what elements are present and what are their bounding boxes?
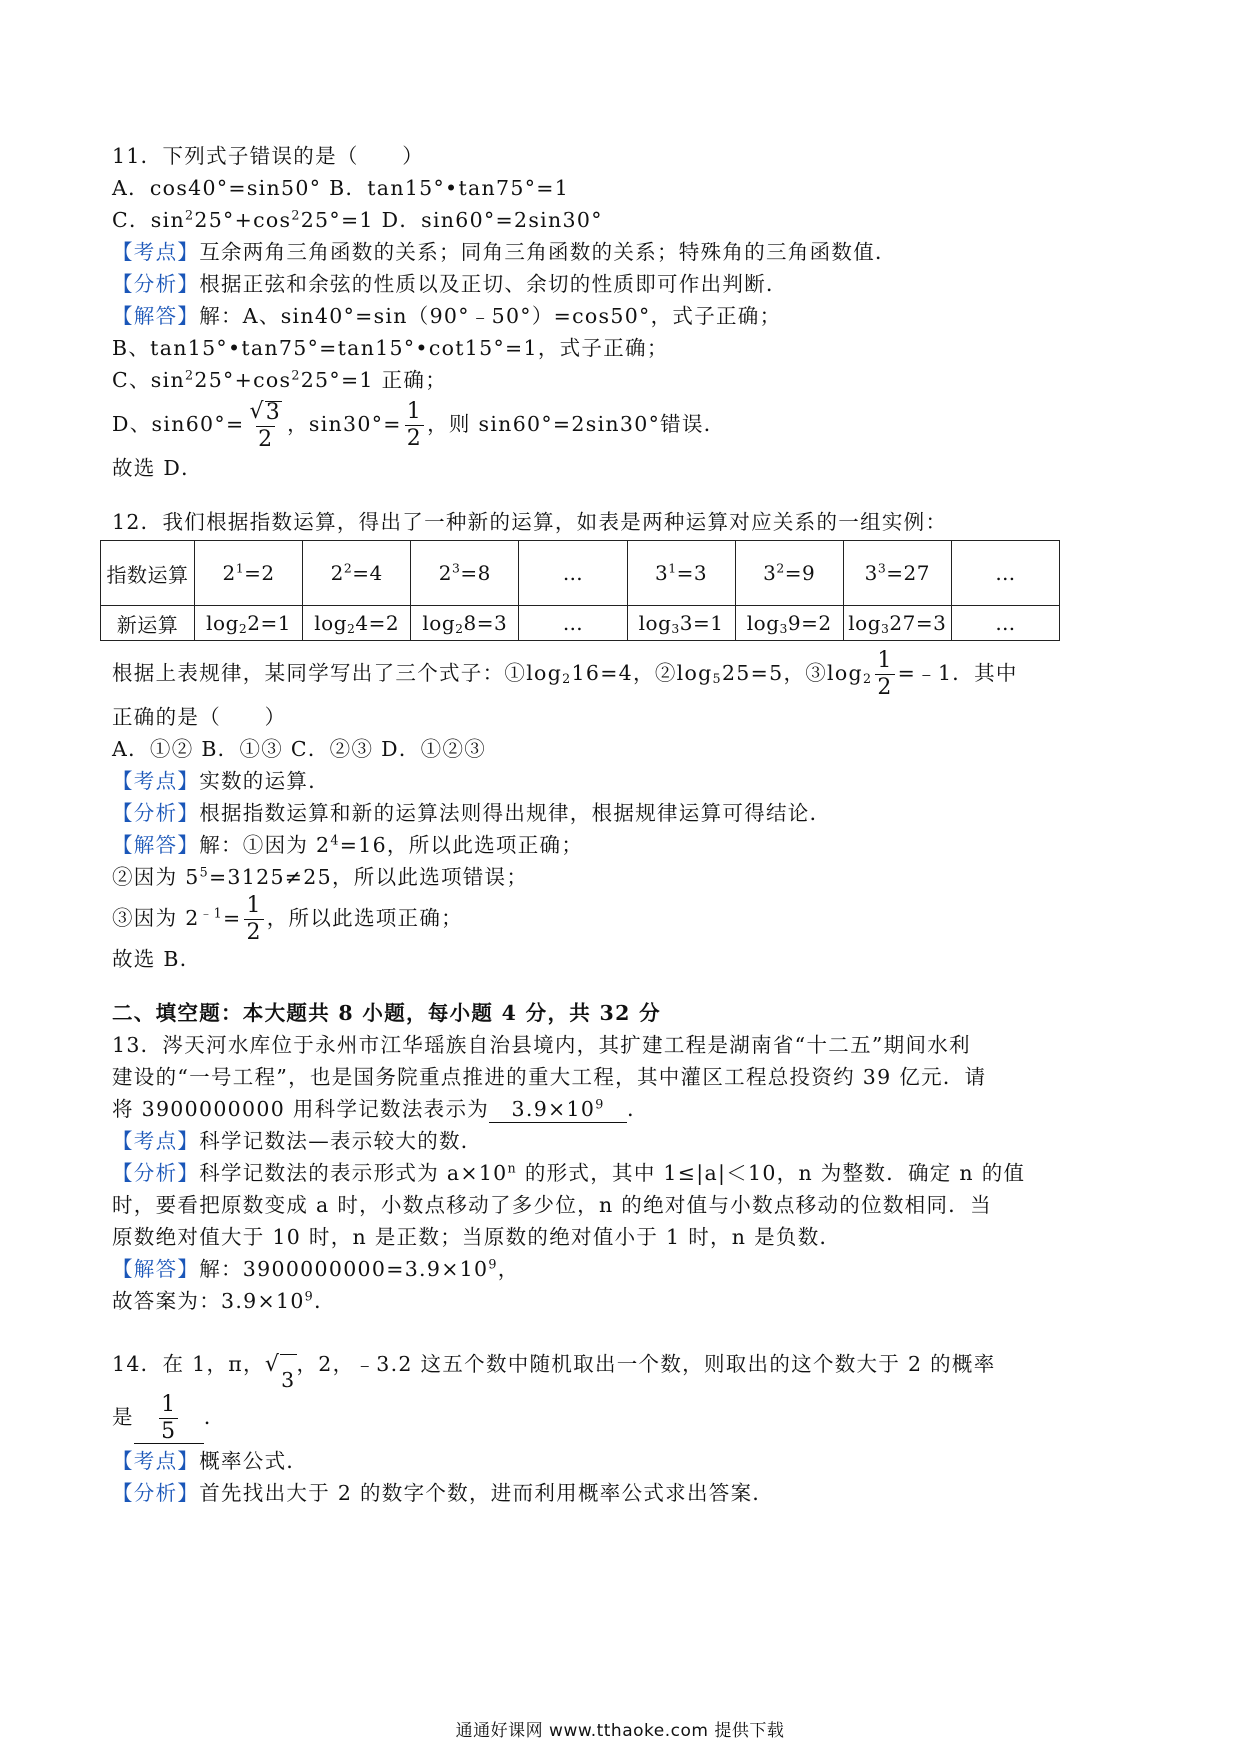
- kaodian-tag: 【考点】: [112, 1449, 200, 1473]
- text: log: [314, 611, 347, 635]
- text: 解：①因为 2: [199, 833, 331, 857]
- exponent: 3: [451, 560, 461, 576]
- text: =3: [676, 561, 708, 585]
- text: 25°=1 D．sin60°=2sin30°: [300, 208, 603, 232]
- q12-stem2: 正确的是（ ）: [112, 705, 287, 729]
- text: 3=1: [679, 611, 724, 635]
- text: ③因为 2: [112, 906, 200, 930]
- table-cell: [411, 606, 519, 641]
- jieda-tag: 【解答】: [112, 1257, 200, 1281]
- kaodian-text: 科学记数法—表示较大的数．: [199, 1129, 483, 1153]
- text: 25°+cos: [194, 208, 292, 232]
- fenxi-text: 首先找出大于 2 的数字个数，进而利用概率公式求出答案．: [199, 1481, 775, 1505]
- q12-rules-table: [100, 540, 1060, 641]
- fraction-one-half: [405, 401, 424, 450]
- table-cell: [303, 541, 411, 606]
- row-header: 新运算: [101, 606, 195, 641]
- exponent: 9: [304, 1288, 315, 1304]
- table-cell: [843, 541, 951, 606]
- sqrt-argument: 3: [265, 399, 282, 425]
- text: ，: [497, 1257, 520, 1281]
- text: 将 3900000000 用科学记数法表示为: [112, 1097, 490, 1121]
- text: 14．在 1，π，: [112, 1352, 265, 1376]
- exponent: 1: [235, 560, 245, 576]
- subscript: 2: [238, 621, 248, 637]
- numerator: 1: [161, 1392, 177, 1417]
- q13-jieda: [112, 1253, 1132, 1285]
- section2-title: 二、填空题：本大题共 8 小题，每小题 4 分，共 32 分: [112, 1001, 661, 1025]
- subscript: 2: [562, 671, 572, 687]
- answer-blank: [134, 1394, 204, 1444]
- answer-base: 3.9×10: [511, 1097, 596, 1121]
- q11-line-c: [112, 364, 1132, 396]
- kaodian-text: 概率公式．: [199, 1449, 309, 1473]
- table-row-new-operation: [101, 606, 1060, 641]
- text: =3125≠25，所以此选项错误；: [208, 865, 529, 889]
- table-cell: [627, 541, 735, 606]
- text: 的形式，其中 1≤|a|＜10，n 为整数．确定 n 的值: [517, 1161, 1026, 1185]
- text: 16=4，②log: [571, 661, 713, 685]
- text: log: [638, 611, 672, 635]
- fenxi-tag: 【分析】: [112, 1481, 200, 1505]
- text: ，sin30°=: [287, 412, 402, 436]
- text: C、sin: [112, 368, 185, 392]
- text: =8: [460, 561, 491, 585]
- exam-page-content: [106, 140, 1132, 1509]
- text: log: [746, 611, 780, 635]
- table-cell: …: [951, 541, 1059, 606]
- text: 25°=1 正确；: [300, 368, 447, 392]
- denominator: 2: [246, 920, 262, 945]
- text: 2=1: [247, 611, 291, 635]
- spacer: [112, 484, 1132, 506]
- text: ．: [314, 1289, 336, 1313]
- text: log: [422, 611, 456, 635]
- text: =9: [784, 561, 816, 585]
- exponent: 2: [776, 560, 785, 576]
- q11-conclusion: 故选 D．: [112, 456, 203, 480]
- table-cell: [303, 606, 411, 641]
- exponent: 5: [199, 864, 209, 880]
- denominator: 2: [406, 426, 423, 451]
- subscript: 3: [671, 621, 680, 637]
- table-cell: [195, 606, 303, 641]
- table-cell: [843, 606, 951, 641]
- text: log: [848, 611, 882, 635]
- kaodian-text: 互余两角三角函数的关系；同角三角函数的关系；特殊角的三角函数值．: [199, 240, 897, 264]
- kaodian-tag: 【考点】: [112, 1129, 200, 1153]
- q13-fenxi1: [112, 1157, 1132, 1189]
- text: 根据上表规律，某同学写出了三个式子：①log: [112, 661, 563, 685]
- numerator: 1: [877, 648, 893, 673]
- q11-fenxi: [112, 268, 1132, 300]
- text: =27: [886, 561, 930, 585]
- q13-kaodian: [112, 1125, 1132, 1157]
- spacer: [112, 1317, 1132, 1339]
- exponent: ﹣1: [199, 905, 223, 921]
- numerator: 1: [246, 893, 262, 918]
- q13-stem2: 建设的“一号工程”，也是国务院重点推进的重大工程，其中灌区工程总投资约 39 亿元．请: [112, 1065, 987, 1089]
- denominator: 2: [258, 426, 274, 452]
- sqrt-symbol: √ 3: [249, 398, 282, 425]
- fenxi-text: 根据正弦和余弦的性质以及正切、余切的性质即可作出判断．: [199, 272, 788, 296]
- text: ．: [627, 1097, 649, 1121]
- text: 是: [112, 1405, 134, 1429]
- base: 2: [222, 561, 236, 585]
- q13-conclusion: [112, 1285, 1132, 1317]
- q12-kaodian: [112, 765, 1132, 797]
- q12-conclusion: 故选 B．: [112, 947, 202, 971]
- text: C．sin: [112, 208, 185, 232]
- jieda-tag: 【解答】: [112, 833, 200, 857]
- base: 2: [330, 561, 344, 585]
- q13-stem3: [112, 1093, 1132, 1125]
- q12-fenxi: [112, 797, 1132, 829]
- exponent: 2: [343, 560, 353, 576]
- q14-stem1: [112, 1339, 1132, 1392]
- spacer: [112, 975, 1132, 997]
- table-cell: …: [519, 606, 627, 641]
- table-cell: [411, 541, 519, 606]
- sqrt-symbol: √ 3: [265, 1354, 297, 1405]
- text: =2: [244, 561, 275, 585]
- exponent: 2: [291, 367, 301, 383]
- exponent: 1: [668, 560, 677, 576]
- base: 3: [864, 561, 878, 585]
- row-header: 指数运算: [101, 541, 195, 606]
- jieda-text: 解：A、sin40°=sin（90°﹣50°）=cos50°，式子正确；: [199, 304, 782, 328]
- exponent: 2: [184, 367, 195, 383]
- q12-line3: [112, 893, 1132, 943]
- table-row-exponent: [101, 541, 1060, 606]
- numerator: 1: [406, 399, 423, 424]
- base: 3: [763, 561, 777, 585]
- q14-fenxi: [112, 1477, 1132, 1509]
- fenxi-tag: 【分析】: [112, 1161, 200, 1185]
- fraction-one-half: [244, 895, 263, 944]
- subscript: 5: [712, 671, 722, 687]
- q14-kaodian: [112, 1445, 1132, 1477]
- exponent: 2: [184, 207, 195, 223]
- kaodian-text: 实数的运算．: [199, 769, 331, 793]
- sqrt-argument: 3: [280, 1354, 296, 1405]
- table-cell: …: [519, 541, 627, 606]
- q11-options-ab: A．cos40°=sin50° B．tan15°•tan75°=1: [112, 176, 570, 200]
- table-cell: [627, 606, 735, 641]
- text: 9=2: [787, 611, 832, 635]
- exponent: 4: [330, 832, 340, 848]
- denominator: 2: [877, 675, 893, 700]
- text: ，则 sin60°=2sin30°错误．: [427, 412, 726, 436]
- answer-blank: [489, 1096, 627, 1123]
- q12-stem: 12．我们根据指数运算，得出了一种新的运算，如表是两种运算对应关系的一组实例：: [112, 510, 948, 534]
- fraction-one-fifth: [159, 1394, 178, 1443]
- subscript: 2: [455, 621, 464, 637]
- exponent: n: [507, 1160, 517, 1176]
- text: =﹣1．其中: [897, 661, 1018, 685]
- text: 解：3900000000=3.9×10: [199, 1257, 489, 1281]
- fenxi-tag: 【分析】: [112, 272, 200, 296]
- q12-rule-line: [112, 645, 1132, 701]
- base: 3: [655, 561, 669, 585]
- q11-kaodian: [112, 236, 1132, 268]
- text: 25=5，③log: [721, 661, 863, 685]
- base: 2: [438, 561, 452, 585]
- text: ．: [203, 1405, 226, 1429]
- q11-stem: 11．下列式子错误的是（ ）: [112, 144, 425, 168]
- text: log: [206, 611, 239, 635]
- fenxi-tag: 【分析】: [112, 801, 200, 825]
- table-cell: …: [951, 606, 1059, 641]
- text: 科学记数法的表示形式为 a×10: [199, 1161, 508, 1185]
- answer-exponent: 9: [595, 1096, 605, 1112]
- page-footer: 通通好课网 www.tthaoke.com 提供下载: [455, 1721, 785, 1741]
- exponent: 2: [291, 207, 301, 223]
- table-cell: [195, 541, 303, 606]
- q13-stem1: 13．涔天河水库位于永州市江华瑶族自治县境内，其扩建工程是湖南省“十二五”期间水利: [112, 1033, 971, 1057]
- subscript: 3: [881, 621, 890, 637]
- exponent: 3: [877, 560, 887, 576]
- text: D、sin60°=: [112, 412, 245, 436]
- table-cell: [735, 541, 843, 606]
- q12-line2: [112, 861, 1132, 893]
- q11-line-b: B、tan15°•tan75°=tan15°•cot15°=1，式子正确；: [112, 336, 669, 360]
- jieda-tag: 【解答】: [112, 304, 200, 328]
- q11-line-d: [112, 396, 1132, 452]
- q12-jieda: [112, 829, 1132, 861]
- fenxi-text: 根据指数运算和新的运算法则得出规律，根据规律运算可得结论．: [199, 801, 832, 825]
- text: ，所以此选项正确；: [266, 906, 463, 930]
- q13-fenxi2: 时，要看把原数变成 a 时，小数点移动了多少位，n 的绝对值与小数点移动的位数相同．当: [112, 1193, 992, 1217]
- subscript: 3: [779, 621, 788, 637]
- text: 27=3: [889, 611, 947, 635]
- fraction-sqrt3-over-2: [247, 398, 284, 452]
- text: ，2，﹣3.2 这五个数中随机取出一个数，则取出的这个数大于 2 的概率: [296, 1352, 996, 1376]
- subscript: 2: [862, 671, 873, 687]
- text: 25°+cos: [194, 368, 292, 392]
- denominator: 5: [161, 1419, 177, 1444]
- fraction-one-half: [875, 650, 894, 699]
- text: =16，所以此选项正确；: [339, 833, 584, 857]
- text: =4: [352, 561, 383, 585]
- q12-options: A．①② B．①③ C．②③ D．①②③: [112, 737, 487, 761]
- kaodian-tag: 【考点】: [112, 769, 200, 793]
- exponent: 9: [488, 1256, 498, 1272]
- q13-fenxi3: 原数绝对值大于 10 时，n 是正数；当原数的绝对值小于 1 时，n 是负数．: [112, 1225, 842, 1249]
- subscript: 2: [347, 621, 356, 637]
- kaodian-tag: 【考点】: [112, 240, 200, 264]
- text: 8=3: [463, 611, 508, 635]
- q11-options-cd: [112, 204, 1132, 236]
- text: =: [222, 906, 242, 930]
- text: 故答案为：3.9×10: [112, 1289, 305, 1313]
- text: 4=2: [355, 611, 400, 635]
- text: ②因为 5: [112, 865, 200, 889]
- q11-jieda: [112, 300, 1132, 332]
- table-cell: [735, 606, 843, 641]
